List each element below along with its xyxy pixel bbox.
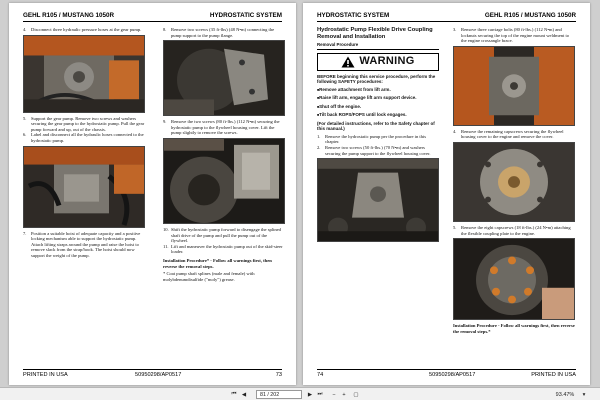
- warning-reference: (For detailed instructions, refer to the Safety chapter of this manual.): [317, 120, 435, 132]
- flywheel-housing-photo: [163, 138, 285, 224]
- left-page-column-1: [23, 27, 145, 259]
- step-7: 7. Position a suitable hoist of adequate capacity and a positive locking mechanism able to support the hydrostatic pump. Attach lifting straps around the pump and raise the hoist to remove slack from the strap/hook. The hoist should now support the weight of the pump.: [23, 230, 141, 258]
- r-step-3: 3. Remove three carriage bolts (80 ft-lbs.) (112 N•m) and locknuts securing the top of the engine mount weldment to the engine crossangle brace.: [453, 27, 570, 44]
- left-install-note: Installation Procedure* - Follow all warnings first, then reverse the removal steps.: [163, 257, 272, 269]
- left-page: [9, 3, 296, 385]
- gear-pump-image: [24, 36, 144, 112]
- warning-triangle-icon: [341, 56, 355, 68]
- step-10: 10. Shift the hydrostatic pump forward to disengage the splined shaft drive of the pump and pull the pump out of the flywheel.: [163, 226, 281, 244]
- previous-page-icon[interactable]: ◀: [241, 391, 247, 398]
- r-step-4: 4. Remove the remaining capscrews securing the flywheel housing cover to the engine and remove the cover.: [453, 128, 564, 140]
- step-8: 8. Remove two screws (35 ft-lbs) (48 N•m) connecting the pump support to the pump flange.: [163, 27, 275, 38]
- pump-support-photo: [163, 40, 285, 116]
- section-title: Hydrostatic Pump Flexible Drive Coupling Removal and Installation: [317, 27, 433, 40]
- left-header-section: HYDROSTATIC SYSTEM: [209, 12, 282, 19]
- warning-item-3: ■ Shut off the engine.: [317, 104, 439, 111]
- r-step-2: 2. Remove two screws (50 ft-lbs.) (70 N•m) and washers securing the pump support to the flywheel housing cover.: [317, 144, 431, 156]
- left-footer-pagenum: 73: [275, 372, 282, 378]
- hydrostatic-hoses-photo: [23, 146, 145, 228]
- warning-item-4: ■ Tilt back ROPS/FOPS until lock engages.: [317, 112, 439, 119]
- zoom-level[interactable]: 93.47%: [555, 391, 575, 398]
- left-footer-docnum: 50950298/AP0517: [135, 372, 182, 378]
- right-footer-docnum: 50950298/AP0517: [429, 372, 476, 378]
- right-header-section: HYDROSTATIC SYSTEM: [317, 12, 390, 19]
- gear-pump-photo: [23, 35, 145, 113]
- right-page-column-1: [317, 27, 439, 245]
- viewer-toolbar: [0, 387, 600, 400]
- step-4: 4. Disconnect three hydraulic pressure hoses at the gear pump.: [23, 27, 142, 32]
- engine-mount-photo: [453, 46, 575, 126]
- step-6: 6. Label and disconnect all the hydraulic hoses connected to the hydrostatic pump.: [23, 132, 144, 143]
- pump-support-removal-image: [318, 159, 438, 241]
- left-page-footer: [23, 369, 282, 379]
- warning-intro: BEFORE beginning this service procedure, perform the following SAFETY procedures:: [317, 73, 436, 85]
- r-step-1: 1. Remove the hydrostatic pump per the procedure in this chapter.: [317, 133, 427, 145]
- warning-item-2: ■ Raise lift arm, engage lift arm support device.: [317, 95, 439, 102]
- warning-item-1: ■ Remove attachment from lift arm.: [317, 87, 439, 94]
- pump-support-image: [164, 41, 284, 115]
- right-page-column-2: [453, 27, 575, 336]
- right-header-model: GEHL R105 / MUSTANG 1050R: [484, 12, 576, 19]
- fit-page-icon[interactable]: ▢: [353, 391, 359, 398]
- warning-banner: [317, 53, 439, 71]
- zoom-in-icon[interactable]: +: [342, 391, 346, 398]
- right-page-header: [317, 10, 576, 22]
- left-page-column-2: [163, 27, 285, 284]
- step-5: 5. Support the gear pump. Remove two screws and washers securing the gear pump to the hydrostatic pump. Pull the gear pump forward and up, out of the chassis.: [23, 115, 145, 132]
- left-footer-printed: PRINTED IN USA: [23, 372, 68, 378]
- left-header-model: GEHL R105 / MUSTANG 1050R: [23, 12, 115, 19]
- next-page-icon[interactable]: ▶: [307, 391, 313, 398]
- zoom-out-icon[interactable]: −: [332, 391, 336, 398]
- page-number-field[interactable]: 81 / 202: [256, 390, 302, 399]
- zoom-menu-icon[interactable]: ▾: [582, 391, 586, 398]
- right-page: [303, 3, 590, 385]
- housing-cover-photo: [453, 142, 575, 222]
- hydrostatic-hoses-image: [24, 147, 144, 227]
- housing-cover-image: [454, 143, 574, 221]
- flexible-coupling-image: [454, 239, 574, 319]
- right-footer-printed: PRINTED IN USA: [531, 372, 576, 378]
- left-star-note: * Coat pump shaft splines (male and female) with molybdenumdisulfide ("moly") grease.: [163, 271, 255, 282]
- subsection-title: Removal Procedure: [317, 42, 439, 50]
- pump-support-removal-photo: [317, 158, 439, 242]
- left-page-header: [23, 10, 282, 22]
- warning-word: WARNING: [359, 54, 415, 67]
- right-page-footer: [317, 369, 576, 379]
- step-11: 11. Lift and maneuver the hydrostatic pump out of the skid-steer loader.: [163, 243, 283, 255]
- flywheel-housing-image: [164, 139, 284, 223]
- engine-mount-image: [454, 47, 574, 125]
- right-install-note: Installation Procedure - Follow all warnings first, then reverse the removal steps.*: [453, 323, 575, 334]
- r-step-5: 5. Remove the eight capscrews (18 ft-lbs.) (24 N•m) attaching the flexible coupling plate to the engine.: [453, 224, 571, 236]
- flexible-coupling-photo: [453, 238, 575, 320]
- first-page-icon[interactable]: ⏮: [231, 391, 237, 397]
- step-9: 9. Remove the two screws (80 ft-lbs.) (112 N•m) securing the hydrostatic pump to the flywheel housing cover. Lift the pump slightly to remove the screws.: [163, 119, 280, 136]
- right-footer-pagenum: 74: [317, 372, 324, 378]
- warning-text: [317, 74, 439, 132]
- last-page-icon[interactable]: ⏭: [317, 391, 323, 397]
